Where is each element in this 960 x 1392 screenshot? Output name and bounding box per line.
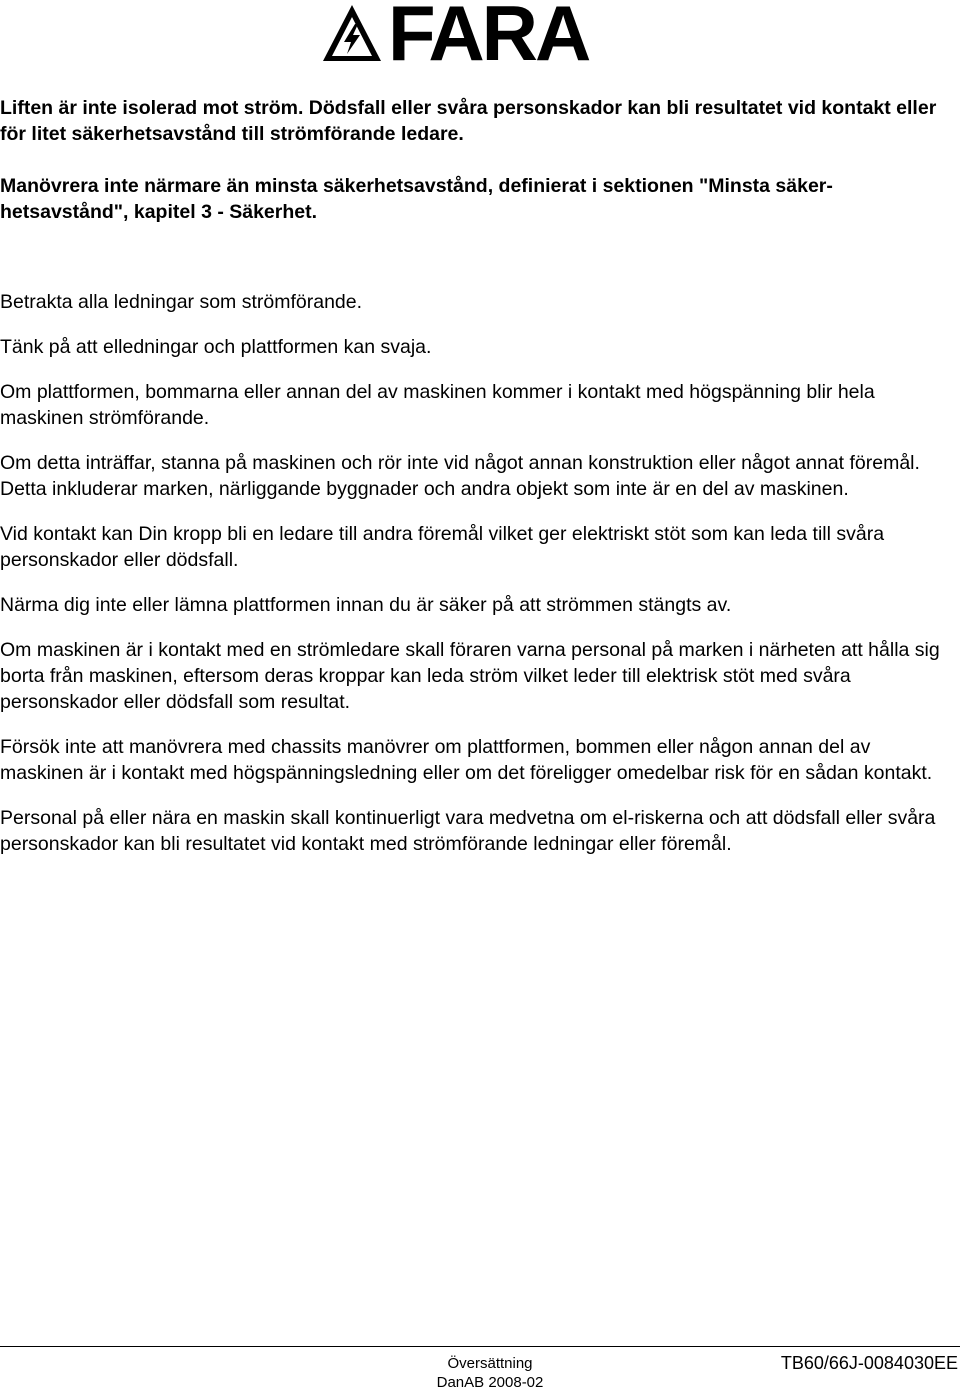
- translation-label: Översättning: [447, 1355, 533, 1372]
- paragraph-10: Försök inte att manövrera med chassits manövrer om plattformen, bommen eller någon annan del av maskinen är i kontakt med högspänningsledning eller om det föreligger omedelbar risk för en sådan kontakt.: [0, 736, 933, 784]
- translation-by: DanAB 2008-02: [436, 1374, 544, 1391]
- paragraph-7: Vid kontakt kan Din kropp bli en ledare till andra föremål vilket ger elektriskt stöt som kan leda till svåra personskador eller dödsfall.: [0, 523, 885, 571]
- paragraph-1: Liften är inte isolerad mot ström. Dödsfall eller svåra personskador kan bli resultatet vid kontakt eller för litet säkerhetsavstånd till strömförande ledare.: [0, 97, 937, 145]
- document-number: TB60/66J-0084030EE: [780, 1353, 958, 1373]
- paragraph-8: Närma dig inte eller lämna plattformen innan du är säker på att strömmen stängts av.: [0, 594, 732, 616]
- footer-divider: [0, 1346, 960, 1347]
- paragraph-9: Om maskinen är i kontakt med en strömledare skall föraren varna personal på marken i närheten att hålla sig borta från maskinen, eftersom deras kroppar kan leda ström vilket leder till elektrisk stöt med svåra personskador eller dödsfall som resultat.: [0, 639, 940, 713]
- danger-title: FARA: [388, 0, 589, 77]
- paragraph-4: Tänk på att elledningar och plattformen kan svaja.: [0, 336, 432, 358]
- paragraph-11: Personal på eller nära en maskin skall kontinuerligt vara medvetna om el-riskerna och att dödsfall eller svåra personskador kan bli resultatet vid kontakt med strömförande ledningar eller föremål.: [0, 807, 936, 855]
- paragraph-3: Betrakta alla ledningar som strömförande.: [0, 291, 363, 313]
- paragraph-2: Manövrera inte närmare än minsta säkerhetsavstånd, definierat i sektionen "Minsta säker-hetsavstånd", kapitel 3 - Säkerhet.: [0, 175, 833, 223]
- footer-translation: [390, 1354, 590, 1392]
- paragraph-6: Om detta inträffar, stanna på maskinen och rör inte vid något annan konstruktion eller något annat föremål. Detta inkluderar marken, närliggande byggnader och andra objekt som inte är en del av maskinen.: [0, 452, 920, 500]
- electric-hazard-warning-icon: [322, 4, 382, 62]
- paragraph-5: Om plattformen, bommarna eller annan del av maskinen kommer i kontakt med högspänning blir hela maskinen strömförande.: [0, 381, 875, 429]
- warning-text: [0, 95, 945, 857]
- warning-header: [0, 0, 960, 77]
